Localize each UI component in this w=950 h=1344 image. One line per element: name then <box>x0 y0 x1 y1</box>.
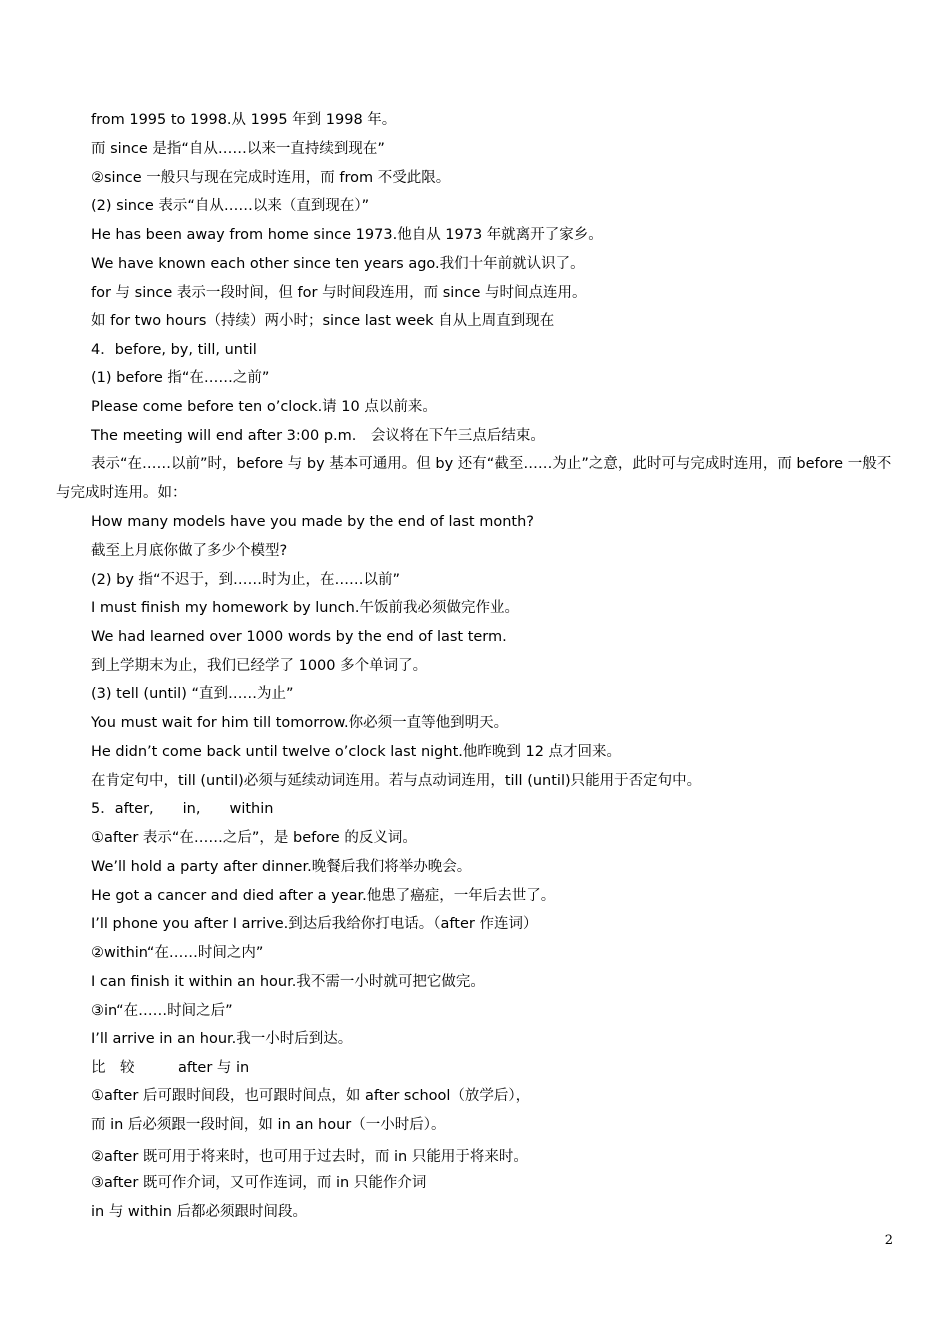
text-line: ②after 既可用于将来时，也可用于过去时，而 in 只能用于将来时。 <box>91 1149 528 1165</box>
text-line: (2) since 表示“自从……以来（直到现在）” <box>91 198 370 214</box>
text-line: 比 较 after 与 in <box>91 1060 250 1076</box>
text-line: for 与 since 表示一段时间，但 for 与时间段连用，而 since 与时间点连用。 <box>91 285 587 301</box>
text-line: I must finish my homework by lunch.午饭前我必须做完作业。 <box>91 600 519 616</box>
text-line: ③after 既可作介词，又可作连词，而 in 只能作介词 <box>91 1175 427 1191</box>
text-line: 在肯定句中，till (until)必须与延续动词连用。若与点动词连用，till (until)只能用于否定句中。 <box>91 773 702 789</box>
text-line: 到上学期末为止，我们已经学了 1000 多个单词了。 <box>91 658 428 674</box>
text-line: I’ll phone you after I arrive.到达后我给你打电话。（after 作连词） <box>91 916 538 932</box>
text-line: The meeting will end after 3:00 p.m. 会议将在下午三点后结束。 <box>91 428 545 444</box>
text-line: 截至上月底你做了多少个模型? <box>91 543 288 559</box>
text-line: in 与 within 后都必须跟时间段。 <box>91 1204 308 1220</box>
text-line: Please come before ten o’clock.请 10 点以前来。 <box>91 399 437 415</box>
text-line: He got a cancer and died after a year.他患了癌症，一年后去世了。 <box>91 888 556 904</box>
text-line: from 1995 to 1998.从 1995 年到 1998 年。 <box>91 112 397 128</box>
text-line: How many models have you made by the end of last month? <box>91 514 534 530</box>
text-line: ①after 表示“在……之后”，是 before 的反义词。 <box>91 830 417 846</box>
text-line: ①after 后可跟时间段，也可跟时间点，如 after school（放学后）， <box>91 1088 531 1104</box>
text-line: He has been away from home since 1973.他自从 1973 年就离开了家乡。 <box>91 227 603 243</box>
text-line: 而 since 是指“自从……以来一直持续到现在” <box>91 141 385 157</box>
text-line: (2) by 指“不迟于，到……时为止，在……以前” <box>91 572 401 588</box>
page-number: 2 <box>884 1233 893 1248</box>
text-line: I’ll arrive in an hour.我一小时后到达。 <box>91 1031 353 1047</box>
paragraph: 表示“在……以前”时，before 与 by 基本可通用。但 by 还有“截至……为止”之意，此时可与完成时连用，而 before 一般不与完成时连用。如： <box>56 456 892 501</box>
text-line: ③in“在……时间之后” <box>91 1003 233 1019</box>
section-heading: 5．after, in, within <box>91 801 274 817</box>
text-line: ②within“在……时间之内” <box>91 945 264 961</box>
text-line: You must wait for him till tomorrow.你必须一直等他到明天。 <box>91 715 509 731</box>
text-line: (3) tell (until) “直到……为止” <box>91 686 294 702</box>
section-heading: 4．before, by, till, until <box>91 342 257 358</box>
text-line: I can finish it within an hour.我不需一小时就可把它做完。 <box>91 974 485 990</box>
text-line: 而 in 后必须跟一段时间，如 in an hour（一小时后）。 <box>91 1117 446 1133</box>
text-line: We’ll hold a party after dinner.晚餐后我们将举办晚会。 <box>91 859 472 875</box>
text-line: We have known each other since ten years ago.我们十年前就认识了。 <box>91 256 585 272</box>
text-line: We had learned over 1000 words by the end of last term. <box>91 629 507 645</box>
text-line: 如 for two hours（持续）两小时；since last week 自从上周直到现在 <box>91 313 555 329</box>
text-line: (1) before 指“在……之前” <box>91 370 270 386</box>
text-line: ②since 一般只与现在完成时连用，而 from 不受此限。 <box>91 170 451 186</box>
text-line: He didn’t come back until twelve o’clock last night.他昨晚到 12 点才回来。 <box>91 744 622 760</box>
